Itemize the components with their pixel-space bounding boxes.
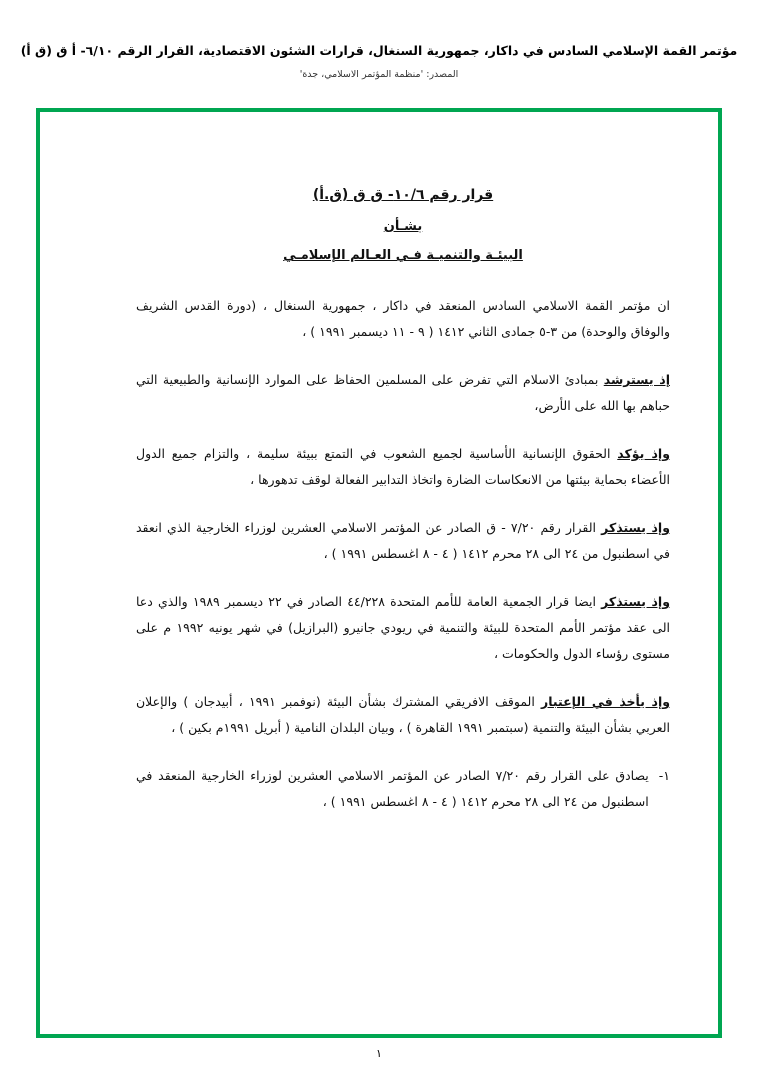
page-header bbox=[0, 0, 758, 80]
paragraph bbox=[136, 441, 670, 493]
numbered-item bbox=[136, 763, 670, 815]
paragraph-text: الحقوق الإنسانية الأساسية لجميع الشعوب في التمتع ببيئة سليمة ، والتزام جميع الدول الأعضاء بحماية بيئتها من الانعكاسات الضارة واتخاذ التدابير الفعالة لوقف تدهورها ، bbox=[136, 446, 670, 487]
numbered-item-marker: ١- bbox=[658, 768, 670, 783]
paragraph-text: ايضا قرار الجمعية العامة للأمم المتحدة ٤٤/٢٢٨ الصادر في ٢٢ ديسمبر ١٩٨٩ والذي دعا الى عقد مؤتمر الأمم المتحدة للبيئة والتنمية في ريودي جانيرو (البرازيل) في شهر يونيه ١٩٩٢ م على مستوى رؤساء الدول والحكومات ، bbox=[136, 594, 671, 661]
paragraph-text: الموقف الافريقي المشترك بشأن البيئة (نوفمبر ١٩٩١ ، أبيدجان ) والإعلان العربي بشأن البيئة والتنمية (سبتمبر ١٩٩١ القاهرة ) ، وبيان البلدان النامية ( أبريل ١٩٩١م بكين ) ، bbox=[136, 694, 670, 735]
page-number: ١ bbox=[376, 1047, 382, 1060]
document-body bbox=[136, 187, 670, 837]
paragraph bbox=[136, 367, 670, 419]
resolution-subtitle-2: البيئـة والتنميـة فـي العـالم الإسلامـي bbox=[283, 248, 523, 263]
resolution-title: قرار رقم ١٠/٦- ق ق (ق.أ) bbox=[312, 187, 494, 203]
resolution-subtitle-1: بشـأن bbox=[383, 219, 423, 234]
paragraph-text: ان مؤتمر القمة الاسلامي السادس المنعقد في داكار ، جمهورية السنغال ، (دورة القدس الشريف والوفاق والوحدة) من ٣-٥ جمادى الثاني ١٤١٢ ( ٩ - ١١ ديسمبر ١٩٩١ ) ، bbox=[136, 298, 670, 339]
paragraph bbox=[136, 293, 670, 345]
numbered-item-text: يصادق على القرار رقم ٧/٢٠ الصادر عن المؤتمر الاسلامي العشرين لوزراء الخارجية المنعقد في اسطنبول من ٢٤ الى ٢٨ محرم ١٤١٢ ( ٤ - ٨ اغسطس ١٩٩١ ) ، bbox=[136, 768, 649, 809]
paragraph-text: القرار رقم ٧/٢٠ - ق الصادر عن المؤتمر الاسلامي العشرين لوزراء الخارجية الذي انعقد في اسطنبول من ٢٤ الى ٢٨ محرم ١٤١٢ ( ٤ - ٨ اغسطس ١٩٩١ ) ، bbox=[136, 520, 670, 561]
paragraph-lead: إذ يسترشد bbox=[603, 372, 670, 387]
paragraph-text: بمبادئ الاسلام التي تفرض على المسلمين الحفاظ على الموارد الإنسانية والطبيعية التي حباهم بها الله على الأرض، bbox=[136, 372, 670, 413]
paragraph bbox=[136, 589, 670, 667]
paragraph-lead: وإذ يأخذ في الإعتبار bbox=[541, 694, 670, 709]
paragraph bbox=[136, 689, 670, 741]
paragraph bbox=[136, 515, 670, 567]
paragraph-lead: وإذ يستذكر bbox=[601, 594, 670, 609]
green-border-frame bbox=[36, 108, 722, 1038]
header-source: المصدر: 'منظمة المؤتمر الاسلامي، جدة' bbox=[299, 69, 459, 80]
paragraph-lead: وإذ يؤكد bbox=[617, 446, 670, 461]
paragraph-lead: وإذ يستذكر bbox=[601, 520, 670, 535]
header-title: مؤتمر القمة الإسلامي السادس في داكار، جمهورية السنغال، قرارات الشئون الاقتصادية، القرار الرقم ٦/١٠- أ ق (ق أ) bbox=[20, 43, 738, 58]
